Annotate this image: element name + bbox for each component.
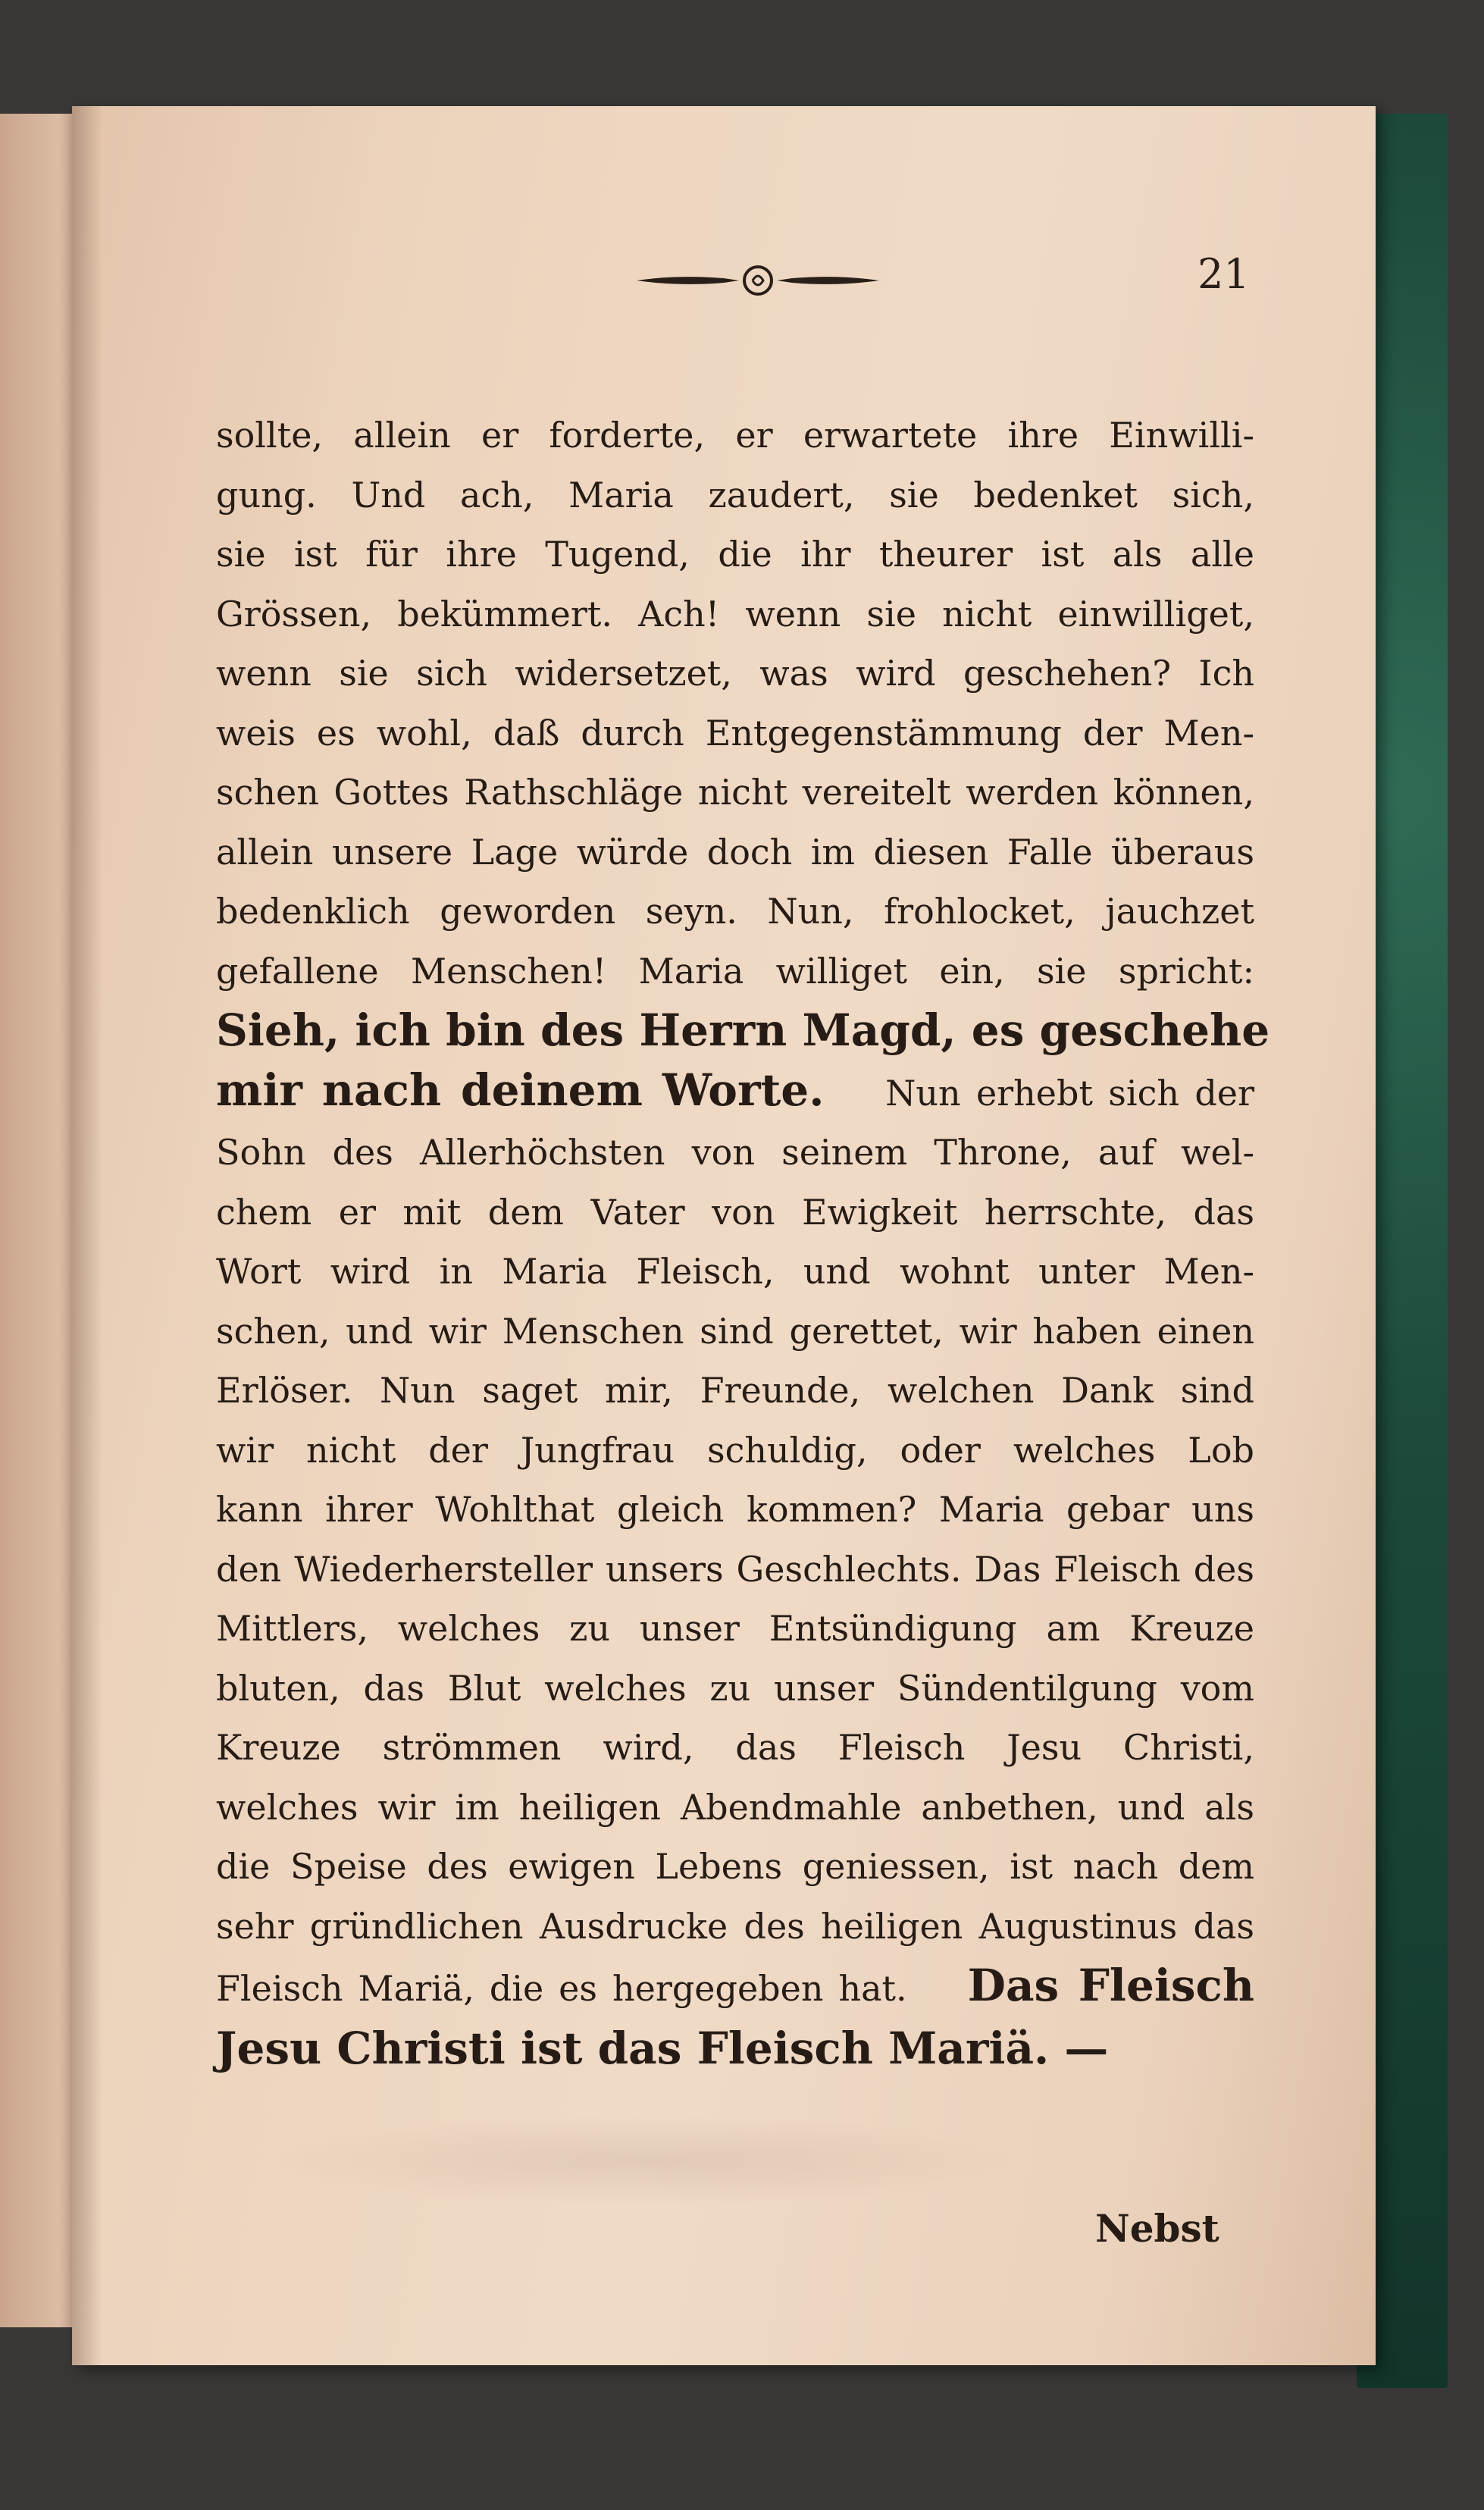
- text-line: Erlöser. Nun saget mir, Freunde, welchen Dank sind: [216, 1370, 1254, 1411]
- header-ornament-icon: [633, 258, 883, 303]
- text-line-tail: Nun erhebt sich der: [885, 1072, 1254, 1114]
- text-line: wir nicht der Jungfrau schuldig, oder welches Lob: [216, 1429, 1254, 1471]
- emphasized-text: Das Fleisch: [967, 1960, 1255, 2011]
- text-line: sie ist für ihre Tugend, die ihr theurer ist als alle: [216, 534, 1254, 575]
- emphasized-final-line: Jesu Christi ist das Fleisch Mariä. —: [216, 2022, 1109, 2074]
- emphasized-quote-end: mir nach deinem Worte.: [216, 1064, 825, 1116]
- show-through-ink: [269, 2115, 1027, 2206]
- book-page: [72, 106, 1376, 2365]
- text-line: bedenklich geworden seyn. Nun, frohlocket, jauchzet: [216, 891, 1254, 932]
- text-line: Grössen, bekümmert. Ach! wenn sie nicht einwilliget,: [216, 593, 1254, 635]
- text-line: die Speise des ewigen Lebens geniessen, ist nach dem: [216, 1846, 1254, 1887]
- text-line: weis es wohl, daß durch Entgegenstämmung der Men-: [216, 712, 1254, 754]
- text-line: Kreuze strömmen wird, das Fleisch Jesu Christi,: [216, 1727, 1254, 1768]
- text-line: Mittlers, welches zu unser Entsündigung am Kreuze: [216, 1608, 1254, 1649]
- text-line: gefallene Menschen! Maria williget ein, sie spricht:: [216, 950, 1254, 992]
- text-line: chem er mit dem Vater von Ewigkeit herrschte, das: [216, 1191, 1254, 1233]
- page-header: [557, 250, 1250, 311]
- text-line: Fleisch Mariä, die es hergegeben hat.: [216, 1968, 907, 2009]
- text-line: Sohn des Allerhöchsten von seinem Throne, auf wel-: [216, 1132, 1254, 1173]
- text-line: sehr gründlichen Ausdrucke des heiligen Augustinus das: [216, 1905, 1254, 1947]
- text-line: welches wir im heiligen Abendmahle anbethen, und als: [216, 1786, 1254, 1828]
- page-gutter-shadow: [72, 106, 102, 2365]
- text-line-split: [216, 1956, 1254, 2019]
- catchword: Nebst: [1095, 2206, 1219, 2251]
- text-line: allein unsere Lage würde doch im diesen Falle überaus: [216, 831, 1254, 873]
- left-page-edge: [0, 114, 83, 2327]
- text-line: gung. Und ach, Maria zaudert, sie bedenket sich,: [216, 474, 1254, 515]
- text-line: kann ihrer Wohlthat gleich kommen? Maria gebar uns: [216, 1489, 1254, 1530]
- text-line: den Wiederhersteller unsers Geschlechts. Das Fleisch des: [216, 1548, 1254, 1590]
- body-text: [216, 406, 1270, 2078]
- text-line: schen, und wir Menschen sind gerettet, wir haben einen: [216, 1310, 1254, 1352]
- text-line: wenn sie sich widersetzet, was wird geschehen? Ich: [216, 653, 1254, 694]
- page-number: 21: [1198, 250, 1250, 298]
- text-line: bluten, das Blut welches zu unser Sündentilgung vom: [216, 1667, 1254, 1709]
- emphasized-quote-line: Sieh, ich bin des Herrn Magd, es geschehe: [216, 1004, 1270, 1056]
- text-line: schen Gottes Rathschläge nicht vereitelt werden können,: [216, 772, 1254, 813]
- text-line: sollte, allein er forderte, er erwartete ihre Einwilli-: [216, 415, 1254, 456]
- text-line-split: [216, 1061, 1254, 1123]
- text-line: Wort wird in Maria Fleisch, und wohnt unter Men-: [216, 1251, 1254, 1292]
